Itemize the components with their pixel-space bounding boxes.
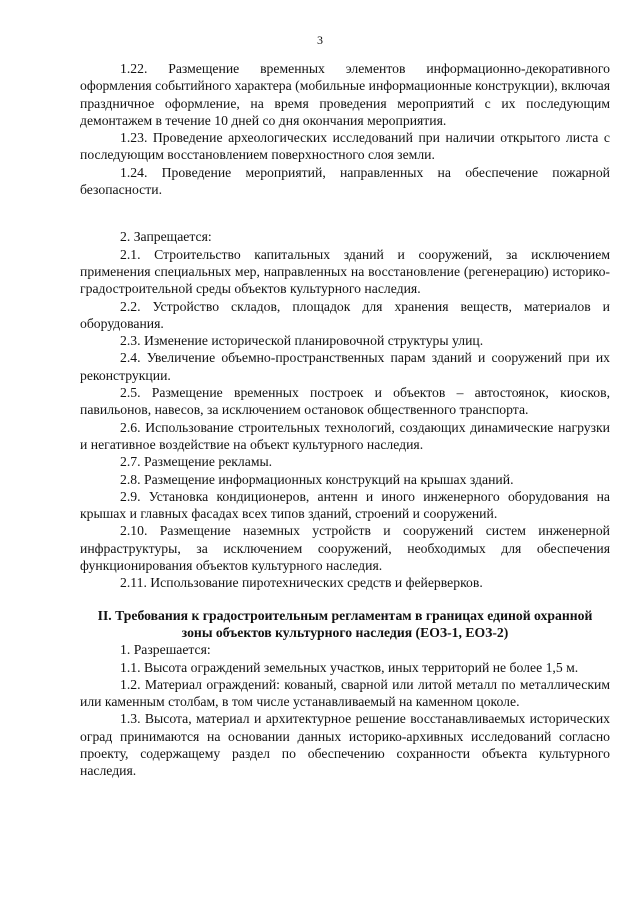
paragraph-2-7: 2.7. Размещение рекламы. — [120, 454, 273, 470]
paragraph-2-10: 2.10. Размещение наземных устройств и сооружений систем инженерной инфраструктуры, за исключением сооружений, необходимых для обеспечения функционирования объектов культурного наследия. — [80, 523, 610, 574]
paragraph-ii-1-2: 1.2. Материал ограждений: кованый, сварной или литой металл по металлическим или каменным столбам, в том числе устанавливаемый на каменном цоколе. — [80, 676, 610, 710]
spacer — [80, 198, 610, 228]
paragraph-2-3: 2.3. Изменение исторической планировочной структуры улиц. — [120, 333, 484, 349]
section-2-heading: II. Требования к градостроительным регламентам в границах единой охранной зоны объектов культурного наследия (ЕОЗ-1, ЕОЗ-2) — [97, 607, 593, 640]
paragraph-ii-1-1: 1.1. Высота ограждений земельных участков, иных территорий не более 1,5 м. — [120, 659, 579, 675]
paragraph-1-23: 1.23. Проведение археологических исследований при наличии открытого листа с последующим восстановлением поверхностного слоя земли. — [80, 130, 610, 163]
prohibited-title: 2. Запрещается: — [120, 229, 212, 245]
paragraph-2-6: 2.6. Использование строительных технологий, создающих динамические нагрузки и негативное воздействие на объект культурного наследия. — [80, 419, 610, 452]
paragraph-2-11: 2.11. Использование пиротехнических средств и фейерверков. — [120, 575, 483, 591]
paragraph-2-1: 2.1. Строительство капитальных зданий и сооружений, за исключением применения специальных мер, направленных на восстановление (регенерацию) историко-градостроительной среды объектов культурного наследия. — [80, 246, 610, 297]
document-body — [80, 60, 610, 780]
paragraph-2-9: 2.9. Установка кондиционеров, антенн и иного инженерного оборудования на крышах и главных фасадах всех типов зданий, строений и сооружений. — [80, 488, 610, 522]
paragraph-1-22: 1.22. Размещение временных элементов информационно-декоративного оформления событийного характера (мобильные информационные конструкции), включая праздничное оформление, на время проведения мероприятий с их последующим демонтажем в течение 10 дней со дня окончания мероприятия. — [80, 61, 610, 128]
paragraph-ii-1-3: 1.3. Высота, материал и архитектурное решение восстанавливаемых исторических оград принимаются на основании данных историко-архивных исследований согласно проекту, содержащему раздел по обеспечению сохранности объекта культурного наследия. — [80, 711, 610, 779]
paragraph-1-24: 1.24. Проведение мероприятий, направленных на обеспечение пожарной безопасности. — [80, 164, 610, 198]
spacer — [80, 592, 610, 607]
paragraph-2-4: 2.4. Увеличение объемно-пространственных парам зданий и сооружений при их реконструкции. — [80, 350, 610, 383]
page-number: 3 — [317, 33, 323, 47]
permitted-title: 1. Разрешается: — [120, 642, 211, 658]
paragraph-2-8: 2.8. Размещение информационных конструкций на крышах зданий. — [120, 471, 514, 487]
paragraph-2-5: 2.5. Размещение временных построек и объектов – автостоянок, киосков, павильонов, навесов, за исключением остановок общественного транспорта. — [80, 385, 610, 418]
paragraph-2-2: 2.2. Устройство складов, площадок для хранения веществ, материалов и оборудования. — [80, 298, 610, 331]
